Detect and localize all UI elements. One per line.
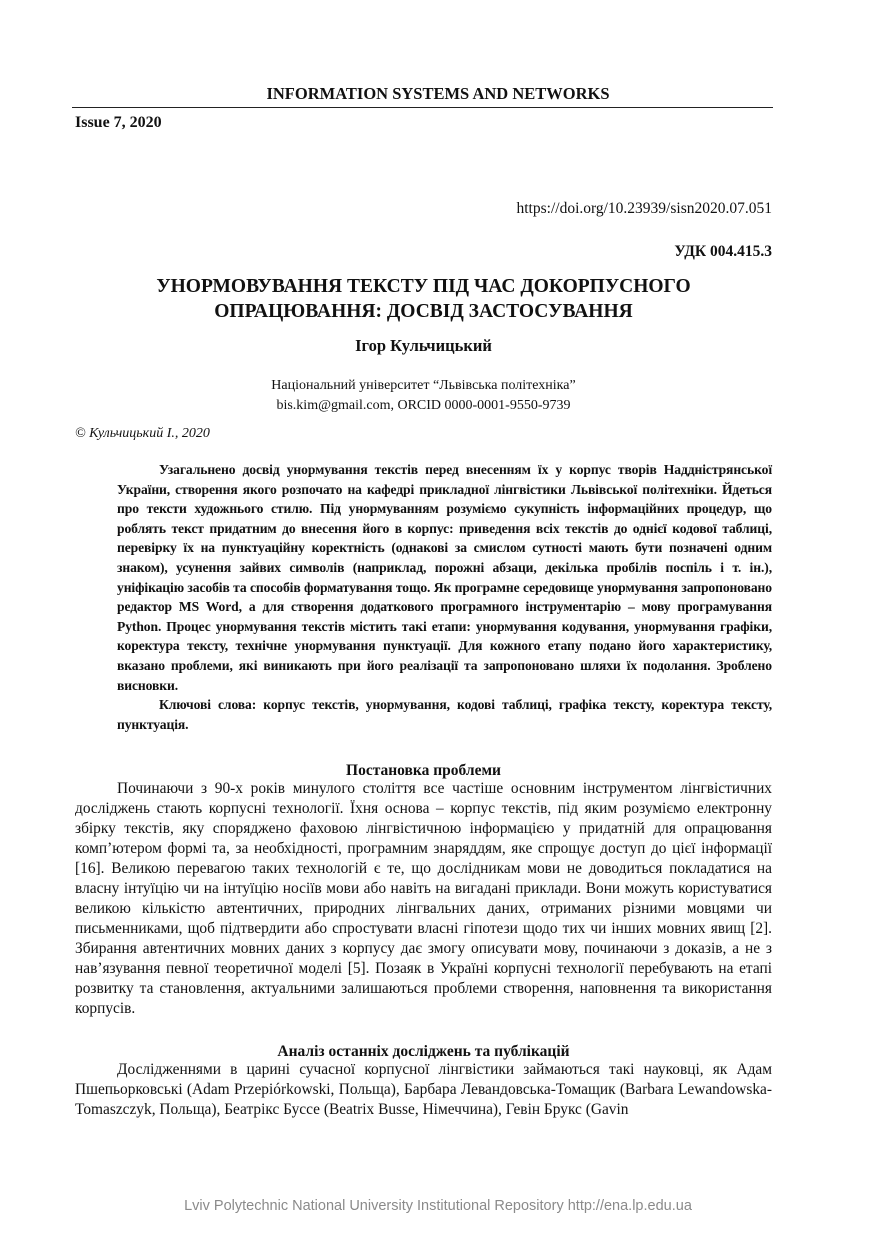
author: Ігор Кульчицький: [355, 336, 492, 355]
keywords: Ключові слова: корпус текстів, унормування, кодові таблиці, графіка тексту, коректура тексту, пунктуація.: [117, 697, 772, 732]
header-rule: [72, 107, 773, 108]
journal-name: INFORMATION SYSTEMS AND NETWORKS: [266, 84, 610, 103]
affiliation: [75, 376, 772, 416]
abstract: [117, 460, 772, 734]
abstract-text: Узагальнено досвід унормування текстів перед внесенням їх у корпус творів Наддністрянської України, створення якого розпочато на кафедрі прикладної лінгвістики Львівської політехніки. Йдеться про тексти художнього стилю. Під унормуванням розуміємо сукупність інформаційних процедур, що роблять текст придатним до внесення його в корпус: приведення всіх текстів до однієї кодової таблиці, перевірку їх на пунктуаційну коректність (однакові за смислом сутності мають бути позначені одним знаком), усунення зайвих символів (наприклад, порожні абзаци, декілька пробілів поспіль і т. ін.), уніфікацію засобів та способів форматування тощо. Як програмне середовище унормування запропоновано редактор MS Word, а для створення додаткового програмного інструментарію – мову програмування Python. Процес унормування текстів містить такі етапи: унормування кодування, унормування графіки, коректура тексту, технічне унормування пунктуації. Для кожного етапу подано його характеристику, вказано проблеми, які виникають при його реалізації та запропоновано шляхи їх подолання. Зроблено висновки.: [117, 462, 772, 693]
article-title: [75, 274, 772, 324]
udk-code: УДК 004.415.3: [674, 243, 772, 260]
section-body: [75, 1060, 772, 1120]
issue-label: Issue 7, 2020: [75, 114, 162, 131]
title-line: УНОРМОВУВАННЯ ТЕКСТУ ПІД ЧАС ДОКОРПУСНОГО: [156, 276, 691, 297]
copyright: © Кульчицький І., 2020: [75, 426, 210, 441]
paragraph: Дослідженнями в царині сучасної корпусної лінгвістики займаються такі науковці, як Адам Пшепьорковські (Adam Przepiórkowski, Польща), Барбара Левандовська-Томащик (Barbara Lewandowska-Tomaszczyk, Польща), Беатрікс Буссе (Beatrix Busse, Німеччина), Гевін Брукс (Gavin: [75, 1061, 772, 1118]
section-body: [75, 779, 772, 1019]
affiliation-name: Національний університет “Львівська політехніка”: [271, 378, 576, 393]
author-contact: bis.kim@gmail.com, ORCID 0000-0001-9550-9739: [276, 398, 571, 413]
paragraph: Починаючи з 90-х років минулого століття все частіше основним інструментом лінгвістичних досліджень стають корпусні технології. Їхня основа – корпус текстів, під яким розуміємо електронну збірку текстів, яку споряджено фаховою лінгвістичною інформацією у придатній для опрацювання комп’ютером формі та, за необхідності, програмним знаряддям, яке спрощує доступ до цієї інформації [16]. Великою перевагою таких технологій є те, що дослідникам мови не доводиться покладатися на власну інтуїцію чи на інтуїцію носіїв мови або навіть на вигадані приклади. Вони можуть користуватися великою кількістю автентичних, природних лінгвальних даних, отриманих різними мовцями чи письменниками, щоб підтвердити або спростувати власні гіпотези щодо тих чи інших мовних явищ [2]. Збирання автентичних мовних даних з корпусу дає змогу описувати мову, починаючи з доказів, а не з нав’язування певної теоретичної моделі [5]. Позаяк в Україні корпусні технології перебувають на етапі розвитку та становлення, актуальними залишаються проблеми створення, наповнення та використання корпусів.: [75, 780, 772, 1017]
doi-link[interactable]: https://doi.org/10.23939/sisn2020.07.051: [516, 200, 772, 217]
section-heading: Постановка проблеми: [346, 762, 501, 779]
section-heading: Аналіз останніх досліджень та публікацій: [277, 1043, 570, 1060]
repository-footer: Lviv Polytechnic National University Institutional Repository http://ena.lp.edu.ua: [184, 1198, 692, 1214]
title-line: ОПРАЦЮВАННЯ: ДОСВІД ЗАСТОСУВАННЯ: [214, 301, 633, 322]
